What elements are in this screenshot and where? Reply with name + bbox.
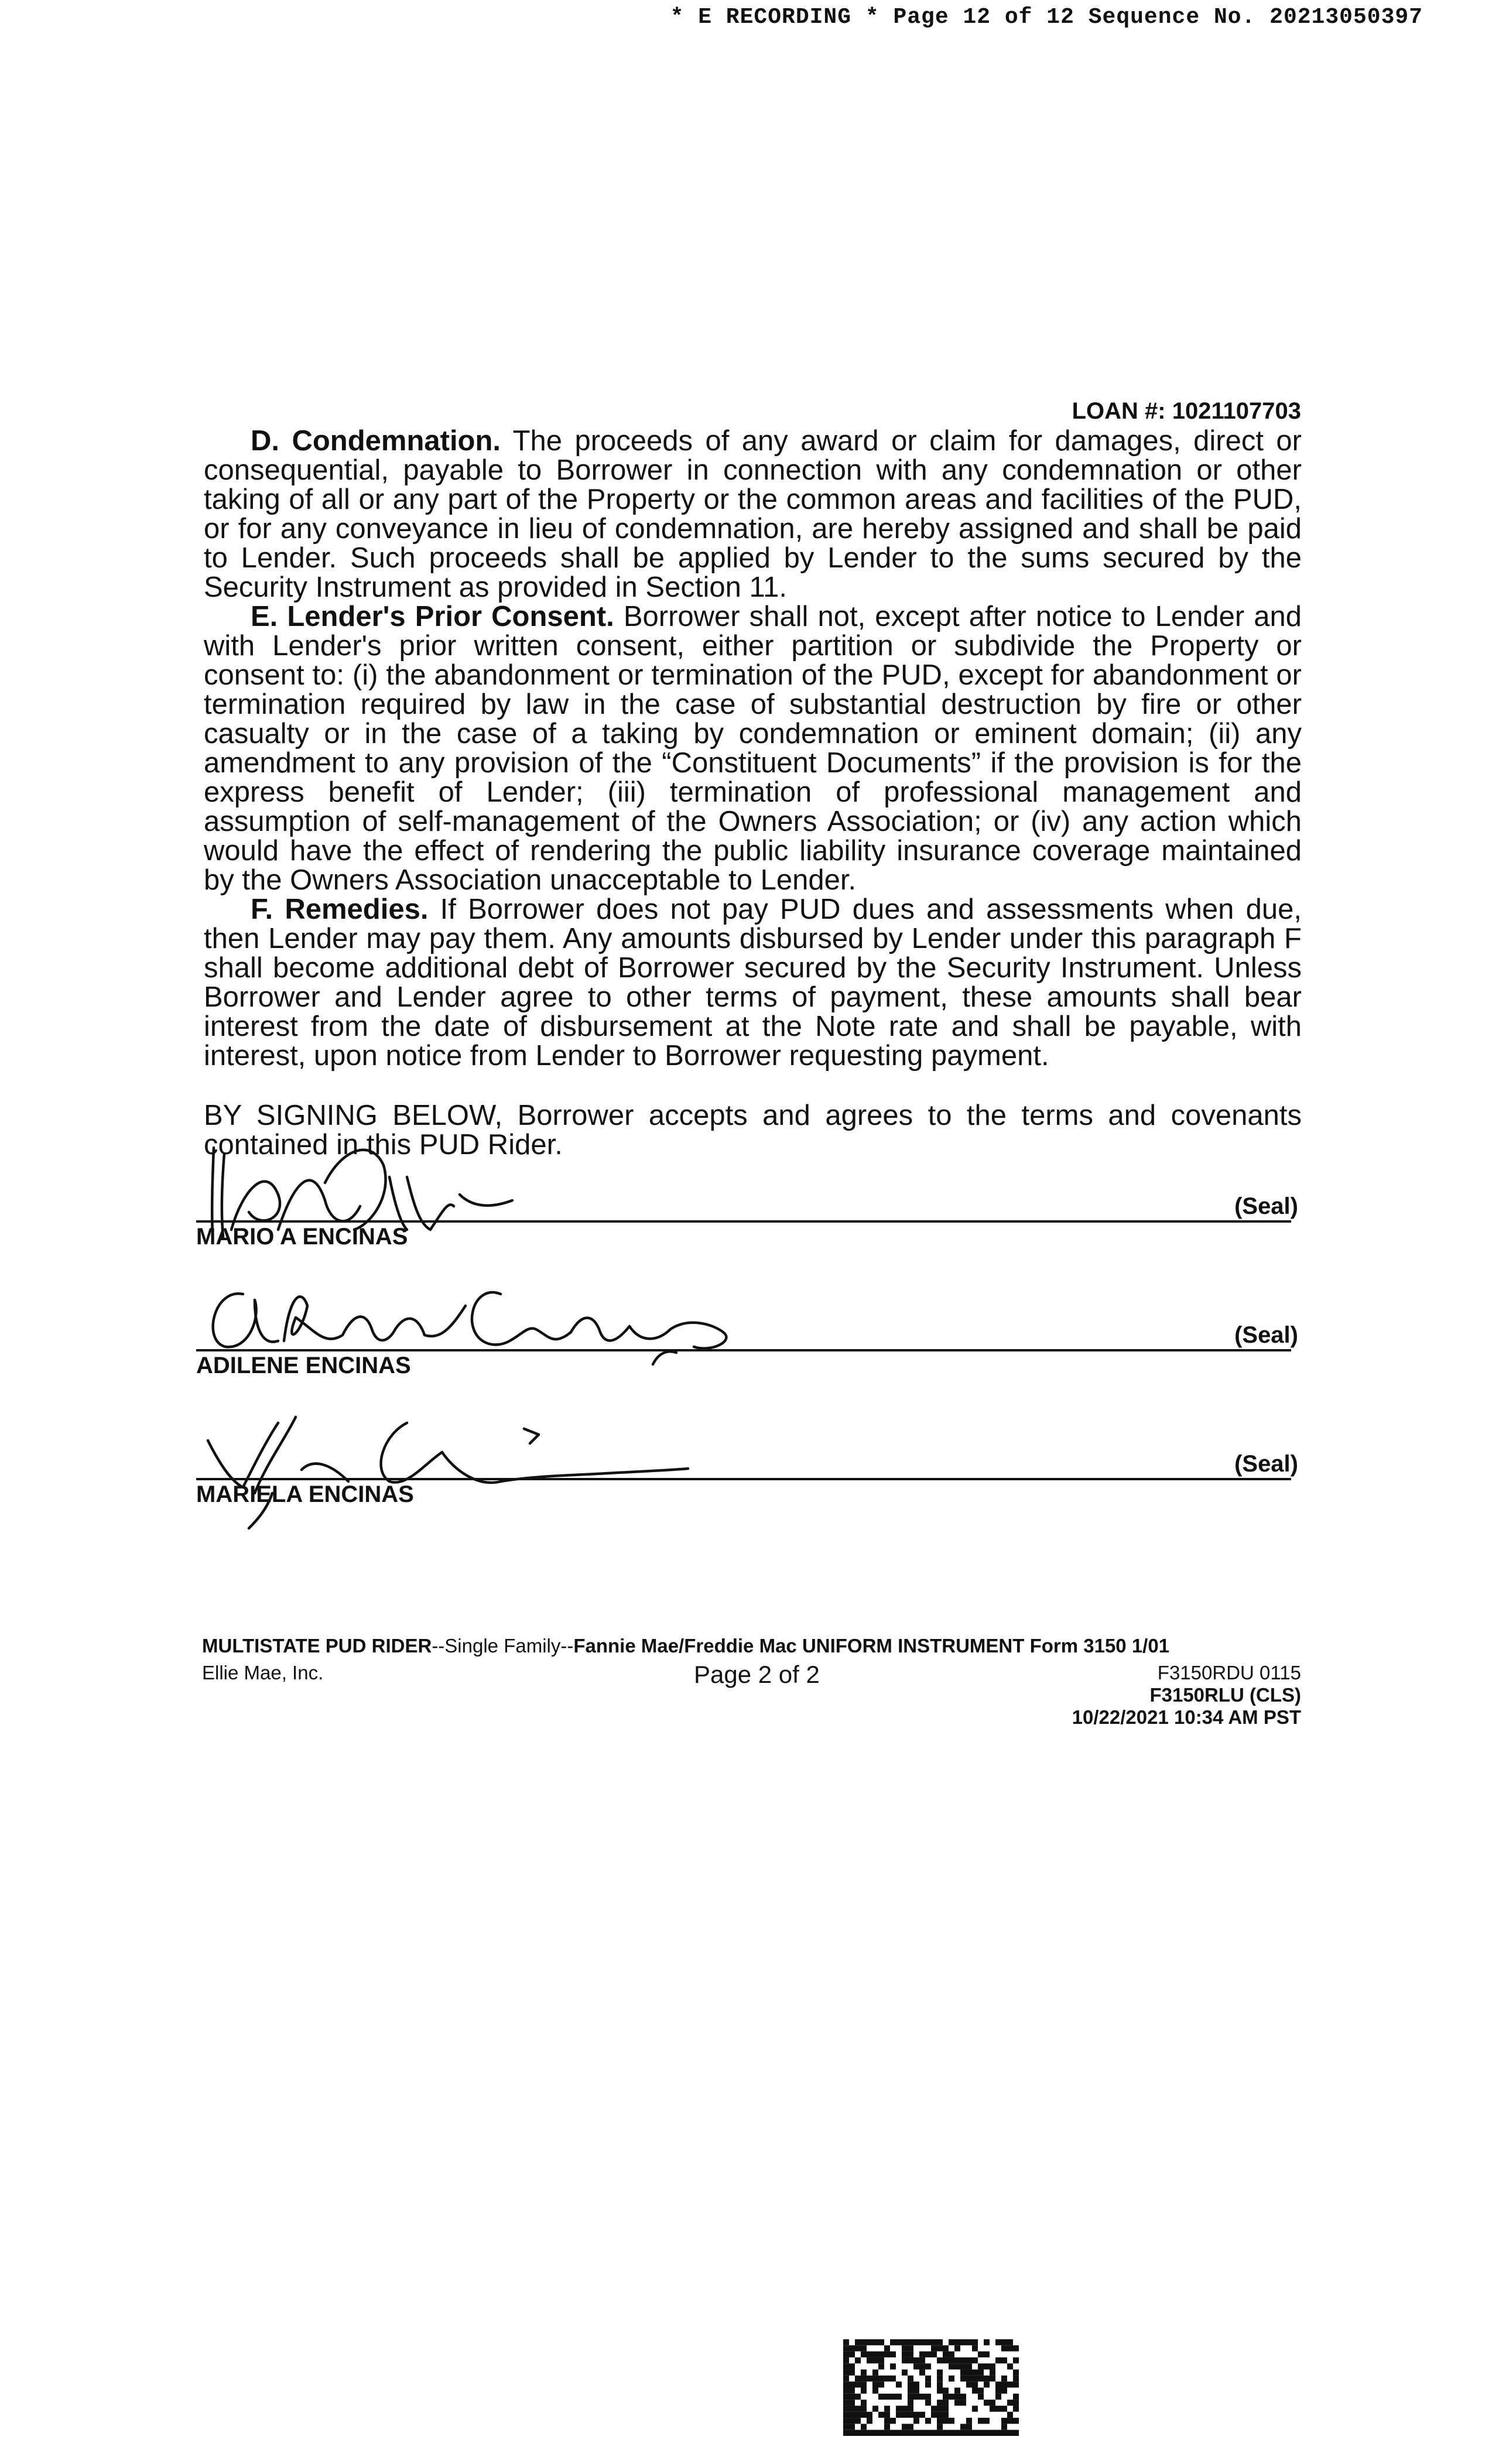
recording-stamp: * E RECORDING * Page 12 of 12 Sequence No. 20213050397 <box>670 5 1423 30</box>
signature-line-2 <box>196 1349 1291 1351</box>
section-e-paragraph <box>204 602 1302 895</box>
signer-name-3: MARIELA ENCINAS <box>196 1481 414 1507</box>
section-f-paragraph <box>204 895 1302 1070</box>
signature-block-3 <box>196 1399 1297 1534</box>
section-d-text: The proceeds of any award or claim for damages, direct or consequential, payable to Borrower in connection with any condemnation or other taking of all or any part of the Property or the common areas and facilities of the PUD, or for any conveyance in lieu of condemnation, are hereby assigned and shall be paid to Lender. Such proceeds shall be applied by Lender to the sums secured by the Security Instrument as provided in Section 11. <box>204 425 1302 603</box>
seal-label-2: (Seal) <box>1234 1322 1298 1348</box>
signer-name-2: ADILENE ENCINAS <box>196 1353 411 1378</box>
signature-line-3 <box>196 1478 1291 1480</box>
section-e-heading: E. Lender's Prior Consent. <box>251 601 614 632</box>
seal-label-3: (Seal) <box>1234 1451 1298 1477</box>
form-title-part-1: MULTISTATE PUD RIDER <box>202 1635 432 1657</box>
signature-line-1 <box>196 1220 1291 1223</box>
section-f-text: If Borrower does not pay PUD dues and assessments when due, then Lender may pay them. Any amounts disbursed by Lender under this paragraph F shall become additional debt of Borrower secured by the Security Instrument. Unless Borrower and Lender agree to other terms of payment, these amounts shall bear interest from the date of disbursement at the Note rate and shall be payable, with interest, upon notice from Lender to Borrower requesting payment. <box>204 894 1302 1072</box>
form-title-part-2: --Single Family-- <box>432 1635 574 1657</box>
section-d-paragraph <box>204 426 1302 602</box>
section-e-text: Borrower shall not, except after notice to Lender and with Lender's prior written consent, either partition or subdivide the Property or consent to: (i) the abandonment or termination of the PUD, except for abandonment or termination required by law in the case of substantial destruction by fire or other casualty or in the case of a taking by condemnation or eminent domain; (ii) any amendment to any provision of the “Constituent Documents” if the provision is for the express benefit of Lender; (iii) termination of professional management and assumption of self-management of the Owners Association; or (iv) any action which would have the effect of rendering the public liability insurance coverage maintained by the Owners Association unacceptable to Lender. <box>204 601 1302 896</box>
section-d-heading: D. Condemnation. <box>251 425 501 457</box>
section-f-heading: F. Remedies. <box>251 894 429 925</box>
form-code-2: F3150RLU (CLS) <box>1149 1684 1301 1706</box>
page-number: Page 2 of 2 <box>694 1661 820 1688</box>
signer-name-1: MARIO A ENCINAS <box>196 1224 408 1250</box>
form-codes <box>1072 1662 1301 1729</box>
rider-body <box>204 426 1302 1159</box>
signature-block-2 <box>196 1271 1297 1382</box>
form-title-part-3: Fannie Mae/Freddie Mac UNIFORM INSTRUMENT Form 3150 1/01 <box>573 1635 1170 1657</box>
signing-statement: BY SIGNING BELOW, Borrower accepts and agrees to the terms and covenants contained in this PUD Rider. <box>204 1100 1302 1161</box>
signature-block-1 <box>196 1142 1297 1253</box>
seal-label-1: (Seal) <box>1234 1193 1298 1219</box>
form-title <box>202 1635 1169 1657</box>
handwritten-signature-3 <box>196 1399 711 1534</box>
loan-number: LOAN #: 1021107703 <box>1072 398 1301 424</box>
print-timestamp: 10/22/2021 10:34 AM PST <box>1072 1706 1301 1728</box>
barcode-icon <box>843 2339 1019 2436</box>
vendor-name: Ellie Mae, Inc. <box>202 1662 324 1683</box>
form-code-1: F3150RDU 0115 <box>1157 1662 1301 1683</box>
